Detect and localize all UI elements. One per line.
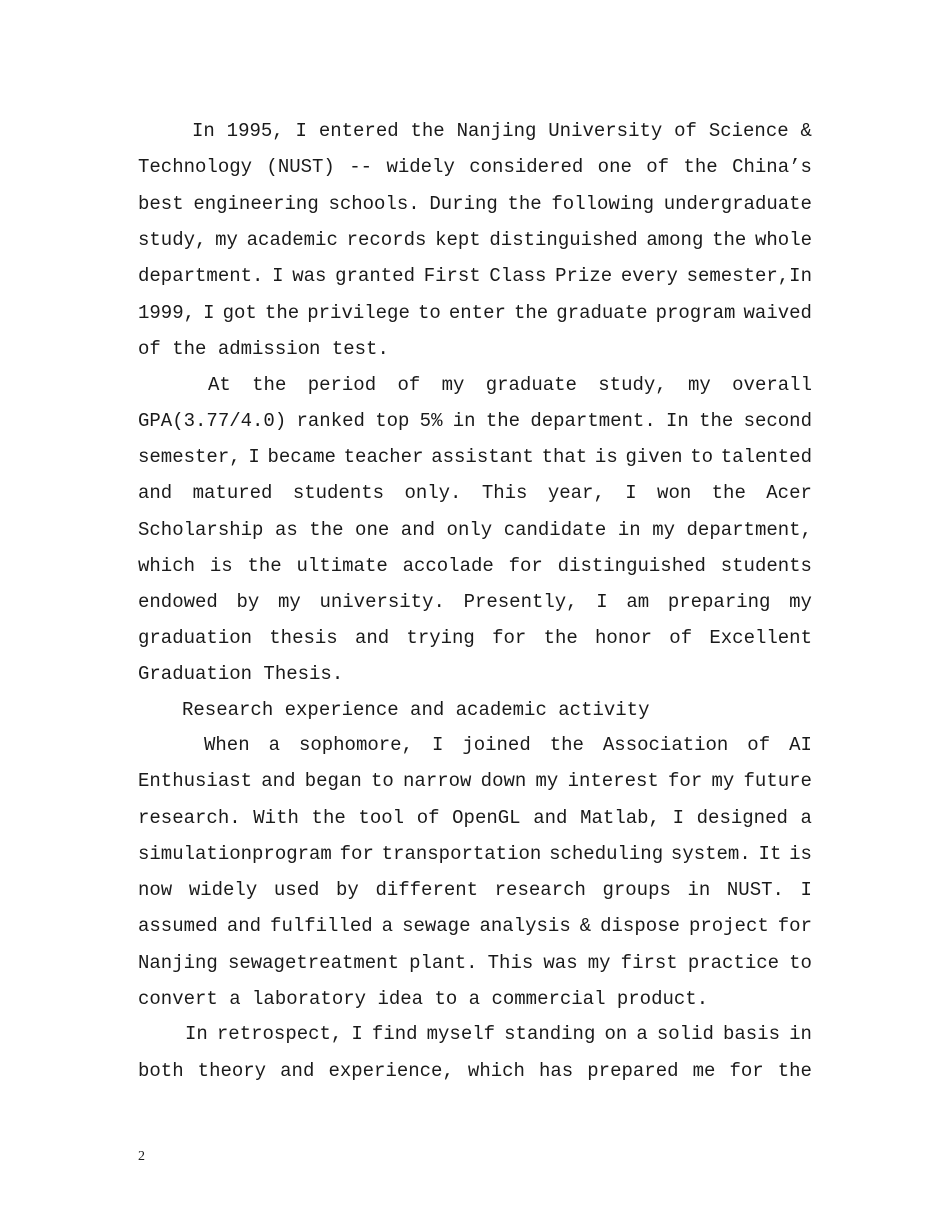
word: fulfilled <box>270 915 373 937</box>
text-line <box>138 836 812 872</box>
word: candidate <box>503 519 607 541</box>
word: teacher <box>343 446 424 468</box>
word: the <box>485 410 521 432</box>
word: graduation <box>138 627 253 649</box>
word: one <box>597 156 632 178</box>
text-line: of the admission test. <box>138 338 389 360</box>
word: I <box>431 734 444 756</box>
word: solid <box>656 1023 714 1045</box>
word: Association <box>602 734 729 756</box>
word: analysis <box>479 915 571 937</box>
word: my <box>688 374 711 396</box>
text-line: Graduation Thesis. <box>138 663 344 685</box>
word: graduate <box>485 374 577 396</box>
word: whole <box>754 229 812 251</box>
word: matured <box>192 482 273 504</box>
word: trying <box>406 627 475 649</box>
word: is <box>594 446 618 468</box>
word: theory <box>197 1060 267 1082</box>
word: that <box>541 446 588 468</box>
word: 1999, <box>138 302 196 324</box>
section-heading: Research experience and academic activity <box>182 699 650 721</box>
word: of <box>747 734 771 756</box>
word: the <box>252 374 287 396</box>
word: NUST. <box>726 879 784 901</box>
word: practice <box>687 952 780 974</box>
word: for <box>508 555 543 577</box>
text-line <box>138 439 812 475</box>
word: research. <box>138 807 241 829</box>
word: honor <box>595 627 653 649</box>
text-line <box>138 800 812 836</box>
word: as <box>274 519 298 541</box>
word: second <box>743 410 812 432</box>
word: standing <box>504 1023 596 1045</box>
word: This <box>487 952 534 974</box>
word: the <box>507 193 542 215</box>
word: First <box>423 265 481 287</box>
word: prepared <box>587 1060 679 1082</box>
word: (NUST) <box>266 156 335 178</box>
word: to <box>690 446 714 468</box>
word: and <box>226 915 262 937</box>
word: thesis <box>269 627 338 649</box>
word: Presently, <box>463 591 578 613</box>
word: I <box>672 807 684 829</box>
word: schools. <box>328 193 420 215</box>
word: scheduling <box>549 843 664 865</box>
word: and <box>280 1060 315 1082</box>
word: my <box>215 229 238 251</box>
word: on <box>604 1023 628 1045</box>
word: engineering <box>193 193 319 215</box>
word: overall <box>732 374 812 396</box>
word: department, <box>686 519 812 541</box>
word: kept <box>435 229 481 251</box>
word: every <box>620 265 678 287</box>
word: top <box>375 410 410 432</box>
word: the <box>247 555 282 577</box>
word: accolade <box>402 555 494 577</box>
word: of <box>397 374 421 396</box>
word: groups <box>602 879 671 901</box>
word: got <box>222 302 257 324</box>
word: and <box>354 627 390 649</box>
word: enter <box>448 302 506 324</box>
text-line: convert a laboratory idea to a commercial product. <box>138 988 709 1010</box>
text-line <box>185 1016 812 1052</box>
text-line <box>138 295 812 331</box>
word: and <box>400 519 436 541</box>
word: am <box>626 591 650 613</box>
word: began <box>304 770 362 792</box>
word: a <box>268 734 280 756</box>
word: I <box>248 446 260 468</box>
word: Enthusiast <box>138 770 253 792</box>
text-line <box>138 149 812 185</box>
word: department. <box>530 410 656 432</box>
word: both <box>138 1060 184 1082</box>
word: to <box>417 302 441 324</box>
word: undergraduate <box>663 193 812 215</box>
word: -- <box>349 156 373 178</box>
word: the <box>543 627 578 649</box>
word: was <box>543 952 578 974</box>
word: is <box>209 555 233 577</box>
word: records <box>346 229 427 251</box>
word: In <box>185 1023 208 1045</box>
word: Nanjing <box>456 120 537 142</box>
word: department. <box>138 265 264 287</box>
word: one <box>355 519 390 541</box>
word: preparing <box>667 591 771 613</box>
word: widely <box>386 156 455 178</box>
word: and <box>533 807 568 829</box>
word: sophomore, <box>298 734 413 756</box>
word: assumed <box>138 915 218 937</box>
word: in <box>687 879 711 901</box>
word: interest <box>567 770 659 792</box>
word: year, <box>547 482 605 504</box>
word: for <box>339 843 374 865</box>
word: for <box>729 1060 764 1082</box>
word: Excellent <box>709 627 812 649</box>
word: in <box>789 1023 812 1045</box>
word: for <box>492 627 527 649</box>
word: down <box>480 770 527 792</box>
word: students <box>292 482 385 504</box>
word: a <box>800 807 812 829</box>
word: Scholarship <box>138 519 264 541</box>
word: graduate <box>556 302 648 324</box>
word: now <box>138 879 173 901</box>
word: project <box>688 915 769 937</box>
word: entered <box>318 120 399 142</box>
word: privilege <box>307 302 410 324</box>
word: study, <box>598 374 667 396</box>
word: With <box>253 807 299 829</box>
word: future <box>743 770 812 792</box>
word: widely <box>188 879 258 901</box>
word: waived <box>743 302 812 324</box>
word: When <box>204 734 250 756</box>
word: I <box>800 879 812 901</box>
word: university. <box>319 591 445 613</box>
text-line <box>192 113 812 149</box>
word: tool <box>358 807 405 829</box>
word: GPA(3.77/4.0) <box>138 410 287 432</box>
word: In <box>666 410 689 432</box>
word: first <box>620 952 678 974</box>
word: my <box>441 374 465 396</box>
word: narrow <box>403 770 472 792</box>
word: transportation <box>381 843 542 865</box>
text-line <box>138 475 812 511</box>
word: It <box>758 843 782 865</box>
word: AI <box>789 734 812 756</box>
word: by <box>336 879 359 901</box>
word: the <box>683 156 718 178</box>
word: the <box>549 734 584 756</box>
word: best <box>138 193 184 215</box>
text-line <box>138 620 812 656</box>
text-line <box>138 945 812 981</box>
word: considered <box>469 156 584 178</box>
word: Technology <box>138 156 253 178</box>
word: and <box>138 482 173 504</box>
word: was <box>292 265 327 287</box>
word: my <box>277 591 301 613</box>
word: became <box>267 446 336 468</box>
page-number: 2 <box>138 1149 145 1164</box>
word: distinguished <box>557 555 706 577</box>
word: 1995, <box>226 120 284 142</box>
text-line <box>138 584 812 620</box>
text-line <box>138 403 812 439</box>
word: sewagetreatment <box>227 952 399 974</box>
word: students <box>720 555 812 577</box>
word: experience, <box>328 1060 454 1082</box>
word: of <box>669 627 693 649</box>
word: in <box>452 410 476 432</box>
text-line <box>138 548 812 584</box>
word: ranked <box>296 410 365 432</box>
word: endowed <box>138 591 218 613</box>
word: to <box>370 770 394 792</box>
word: the <box>311 807 346 829</box>
text-line <box>204 727 812 763</box>
word: for <box>668 770 703 792</box>
word: the <box>513 302 549 324</box>
word: me <box>692 1060 716 1082</box>
word: 5% <box>419 410 443 432</box>
word: plant. <box>409 952 478 974</box>
word: the <box>711 482 746 504</box>
text-line <box>138 872 812 908</box>
word: At <box>208 374 231 396</box>
word: & <box>800 120 812 142</box>
word: of <box>416 807 440 829</box>
word: my <box>652 519 675 541</box>
word: I <box>203 302 215 324</box>
word: I <box>295 120 307 142</box>
word: academic <box>246 229 338 251</box>
text-line <box>208 367 812 403</box>
text-line <box>138 512 812 548</box>
word: which <box>467 1060 525 1082</box>
text-line <box>138 186 812 222</box>
word: the <box>410 120 445 142</box>
word: a <box>636 1023 648 1045</box>
text-line <box>138 908 812 944</box>
word: granted <box>335 265 415 287</box>
word: the <box>712 229 747 251</box>
text-line <box>138 1053 812 1089</box>
word: system. <box>670 843 751 865</box>
word: among <box>646 229 704 251</box>
word: the <box>264 302 300 324</box>
word: my <box>711 770 735 792</box>
word: has <box>539 1060 574 1082</box>
word: Class <box>489 265 547 287</box>
word: I <box>625 482 637 504</box>
word: retrospect, <box>216 1023 343 1045</box>
word: OpenGL <box>452 807 521 829</box>
word: talented <box>720 446 812 468</box>
word: During <box>429 193 498 215</box>
word: and <box>261 770 296 792</box>
word: for <box>777 915 812 937</box>
word: Science <box>708 120 789 142</box>
word: following <box>551 193 655 215</box>
word: assistant <box>431 446 534 468</box>
word: myself <box>426 1023 496 1045</box>
word: Prize <box>555 265 613 287</box>
word: In <box>192 120 215 142</box>
word: designed <box>696 807 788 829</box>
word: simulationprogram <box>138 843 332 865</box>
word: I <box>272 265 284 287</box>
word: semester,In <box>686 265 812 287</box>
word: I <box>351 1023 363 1045</box>
word: a <box>381 915 394 937</box>
word: Nanjing <box>138 952 218 974</box>
word: ultimate <box>296 555 388 577</box>
word: period <box>307 374 377 396</box>
word: & <box>579 915 592 937</box>
word: my <box>789 591 812 613</box>
word: dispose <box>600 915 680 937</box>
word: I <box>596 591 608 613</box>
word: the <box>309 519 344 541</box>
word: research <box>494 879 586 901</box>
word: my <box>535 770 559 792</box>
word: the <box>699 410 734 432</box>
word: of <box>646 156 670 178</box>
word: by <box>236 591 260 613</box>
word: only. <box>404 482 462 504</box>
word: program <box>655 302 736 324</box>
word: my <box>587 952 611 974</box>
word: to <box>789 952 812 974</box>
word: is <box>789 843 812 865</box>
word: This <box>481 482 528 504</box>
word: of <box>674 120 697 142</box>
text-line <box>138 763 812 799</box>
word: which <box>138 555 196 577</box>
word: sewage <box>402 915 471 937</box>
word: given <box>625 446 683 468</box>
word: distinguished <box>489 229 638 251</box>
word: find <box>371 1023 418 1045</box>
word: study, <box>138 229 207 251</box>
word: University <box>548 120 663 142</box>
word: basis <box>722 1023 780 1045</box>
word: the <box>777 1060 812 1082</box>
word: semester, <box>138 446 241 468</box>
word: only <box>446 519 493 541</box>
word: won <box>657 482 692 504</box>
word: different <box>375 879 479 901</box>
word: Acer <box>766 482 812 504</box>
word: China’s <box>732 156 812 178</box>
word: in <box>617 519 641 541</box>
word: used <box>273 879 320 901</box>
word: Matlab, <box>580 807 660 829</box>
text-line <box>138 222 812 258</box>
text-line <box>138 258 812 294</box>
word: joined <box>462 734 531 756</box>
